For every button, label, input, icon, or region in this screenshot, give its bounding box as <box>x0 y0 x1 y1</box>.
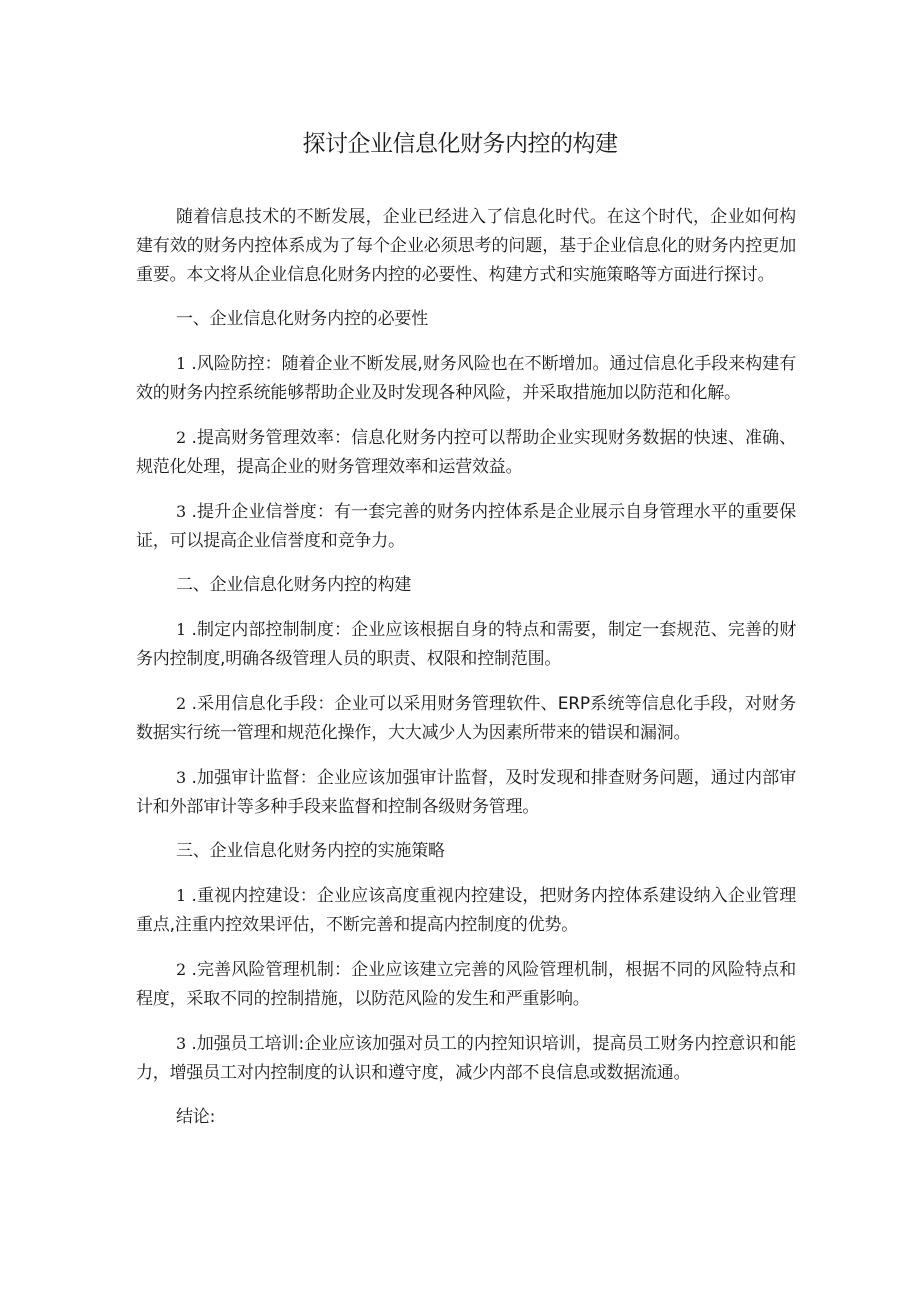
list-item <box>136 881 796 940</box>
item-text: .风险防控：随着企业不断发展,财务风险也在不断增加。通过信息化手段来构建有效的财务内控系统能够帮助企业及时发现各种风险，并采取措施加以防范和化解。 <box>136 354 796 403</box>
list-item <box>136 1029 796 1088</box>
list-item <box>136 497 796 556</box>
conclusion-heading: 结论: <box>176 1107 216 1127</box>
item-number: 1 <box>176 886 186 905</box>
item-number: 1 <box>176 620 186 639</box>
item-number: 1 <box>176 354 186 373</box>
item-text: .加强审计监督：企业应该加强审计监督，及时发现和排查财务问题，通过内部审计和外部审计等多种手段来监督和控制各级财务管理。 <box>136 768 796 817</box>
section-heading: 二、企业信息化财务内控的构建 <box>176 575 412 595</box>
item-text: .提升企业信誉度：有一套完善的财务内控体系是企业展示自身管理水平的重要保证，可以提高企业信誉度和竞争力。 <box>136 502 796 551</box>
list-item <box>136 349 796 408</box>
list-item <box>136 763 796 822</box>
item-number: 2 <box>176 960 186 979</box>
item-number: 3 <box>176 502 186 521</box>
item-text: .制定内部控制制度：企业应该根据自身的特点和需要，制定一套规范、完善的财务内控制度,明确各级管理人员的职责、权限和控制范围。 <box>136 620 796 669</box>
item-text: .完善风险管理机制：企业应该建立完善的风险管理机制，根据不同的风险特点和程度，采取不同的控制措施，以防范风险的发生和严重影响。 <box>136 960 796 1009</box>
intro-paragraph: 随着信息技术的不断发展，企业已经进入了信息化时代。在这个时代，企业如何构建有效的财务内控体系成为了每个企业必须思考的问题，基于企业信息化的财务内控更加重要。本文将从企业信息化财务内控的必要性、构建方式和实施策略等方面进行探讨。 <box>136 207 796 285</box>
item-text: .采用信息化手段：企业可以采用财务管理软件、ERP系统等信息化手段，对财务数据实行统一管理和规范化操作，大大减少人为因素所带来的错误和漏洞。 <box>136 694 796 743</box>
item-text: .加强员工培训:企业应该加强对员工的内控知识培训，提高员工财务内控意识和能力，增强员工对内控制度的认识和遵守度，减少内部不良信息或数据流通。 <box>136 1034 796 1083</box>
item-number: 2 <box>176 694 186 713</box>
list-item <box>136 423 796 482</box>
document-body <box>136 203 796 1132</box>
list-item <box>136 689 796 748</box>
section-heading: 三、企业信息化财务内控的实施策略 <box>176 841 445 861</box>
section-heading: 一、企业信息化财务内控的必要性 <box>176 309 428 329</box>
list-item <box>136 615 796 674</box>
item-text: .重视内控建设：企业应该高度重视内控建设，把财务内控体系建设纳入企业管理重点,注重内控效果评估，不断完善和提高内控制度的优势。 <box>136 886 796 935</box>
item-number: 2 <box>176 428 186 447</box>
item-text: .提高财务管理效率：信息化财务内控可以帮助企业实现财务数据的快速、准确、规范化处理，提高企业的财务管理效率和运营效益。 <box>136 428 796 477</box>
list-item <box>136 955 796 1014</box>
page-title: 探讨企业信息化财务内控的构建 <box>302 131 618 157</box>
item-number: 3 <box>176 1034 186 1053</box>
item-number: 3 <box>176 768 186 787</box>
